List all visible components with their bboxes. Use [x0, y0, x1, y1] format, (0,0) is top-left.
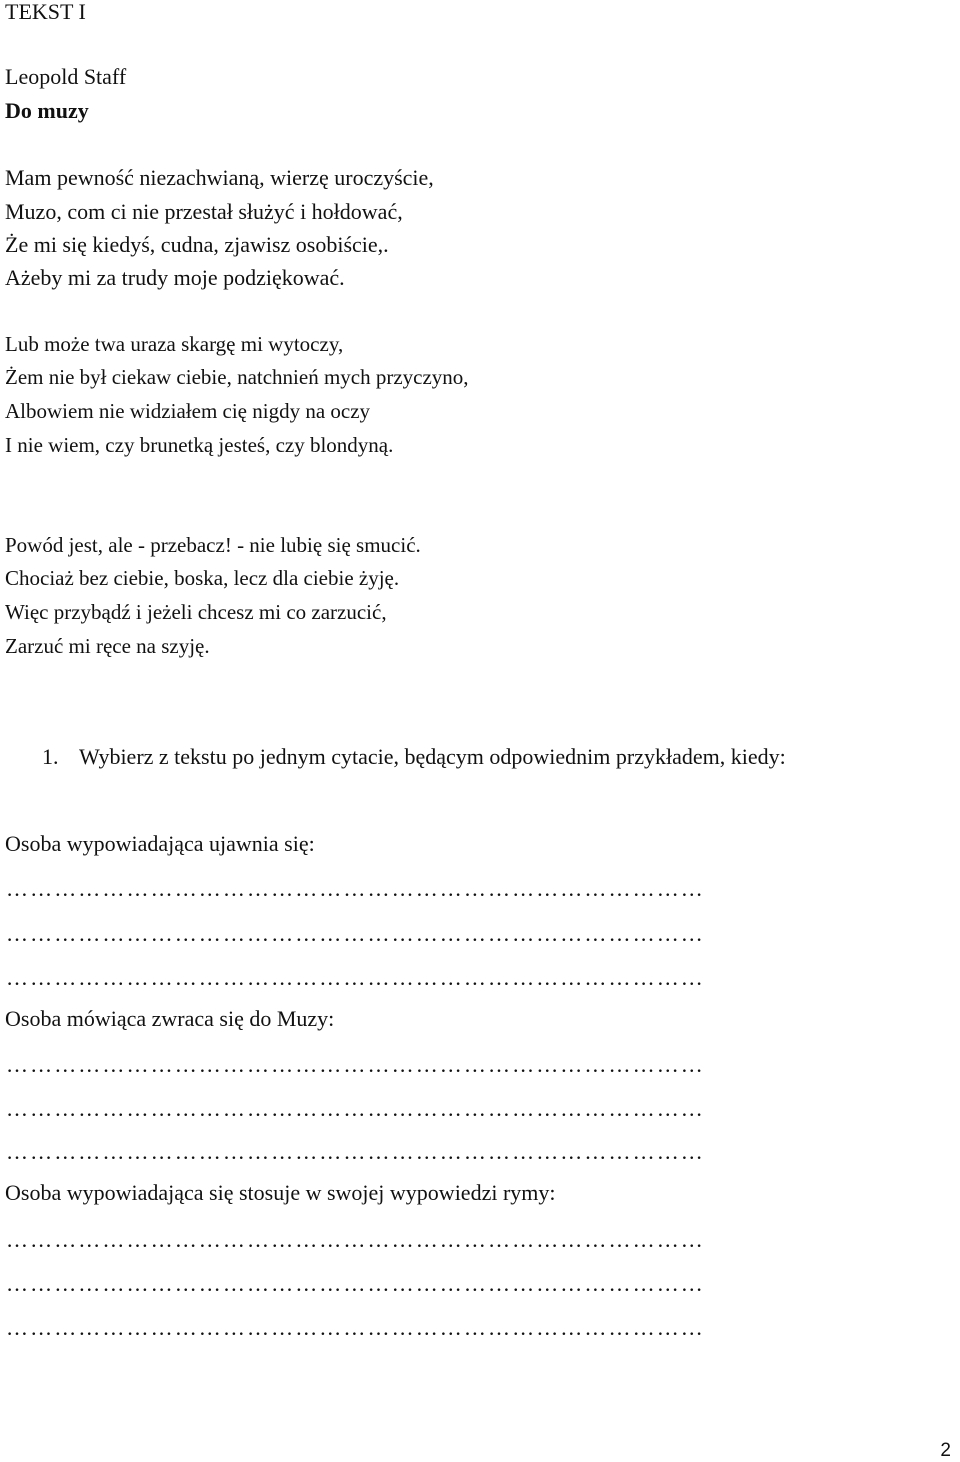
answer-line[interactable]: …………………………………………………………………………… — [6, 965, 705, 990]
poem-line: Powód jest, ale - przebacz! - nie lubię się smucić. — [5, 533, 421, 557]
text-label: TEKST I — [5, 0, 86, 24]
poem-line: Muzo, com ci nie przestał służyć i hołdować, — [5, 199, 403, 224]
question-prompt: Osoba wypowiadająca ujawnia się: — [5, 831, 315, 856]
question-prompt: Osoba wypowiadająca się stosuje w swojej wypowiedzi rymy: — [5, 1180, 556, 1205]
poem-line: Ażeby mi za trudy moje podziękować. — [5, 265, 345, 290]
poem-line: Żem nie był ciekaw ciebie, natchnień mych przyczyno, — [5, 365, 469, 389]
answer-line[interactable]: …………………………………………………………………………… — [6, 1315, 705, 1340]
answer-line[interactable]: …………………………………………………………………………… — [6, 921, 705, 946]
poem-line: Mam pewność niezachwianą, wierzę uroczyście, — [5, 165, 434, 190]
answer-line[interactable]: …………………………………………………………………………… — [6, 1052, 705, 1077]
poem-author: Leopold Staff — [5, 64, 127, 89]
answer-line[interactable]: …………………………………………………………………………… — [6, 876, 705, 901]
poem-line: I nie wiem, czy brunetką jesteś, czy blondyną. — [5, 433, 394, 457]
poem-line: Zarzuć mi ręce na szyję. — [5, 634, 210, 658]
poem-title: Do muzy — [5, 98, 89, 123]
poem-line: Chociaż bez ciebie, boska, lecz dla ciebie żyję. — [5, 566, 400, 590]
poem-line: Albowiem nie widziałem cię nigdy na oczy — [5, 399, 371, 423]
question-prompt: Osoba mówiąca zwraca się do Muzy: — [5, 1006, 335, 1031]
task-instruction: Wybierz z tekstu po jednym cytacie, będącym odpowiednim przykładem, kiedy: — [79, 744, 786, 769]
poem-line: Lub może twa uraza skargę mi wytoczy, — [5, 332, 344, 356]
poem-line: Więc przybądź i jeżeli chcesz mi co zarzucić, — [5, 600, 387, 624]
answer-line[interactable]: …………………………………………………………………………… — [6, 1271, 705, 1296]
answer-line[interactable]: …………………………………………………………………………… — [6, 1227, 705, 1252]
page-number: 2 — [940, 1440, 951, 1461]
task-number: 1. — [42, 744, 59, 769]
answer-line[interactable]: …………………………………………………………………………… — [6, 1139, 705, 1164]
poem-line: Że mi się kiedyś, cudna, zjawisz osobiście,. — [5, 232, 389, 257]
answer-line[interactable]: …………………………………………………………………………… — [6, 1096, 705, 1121]
